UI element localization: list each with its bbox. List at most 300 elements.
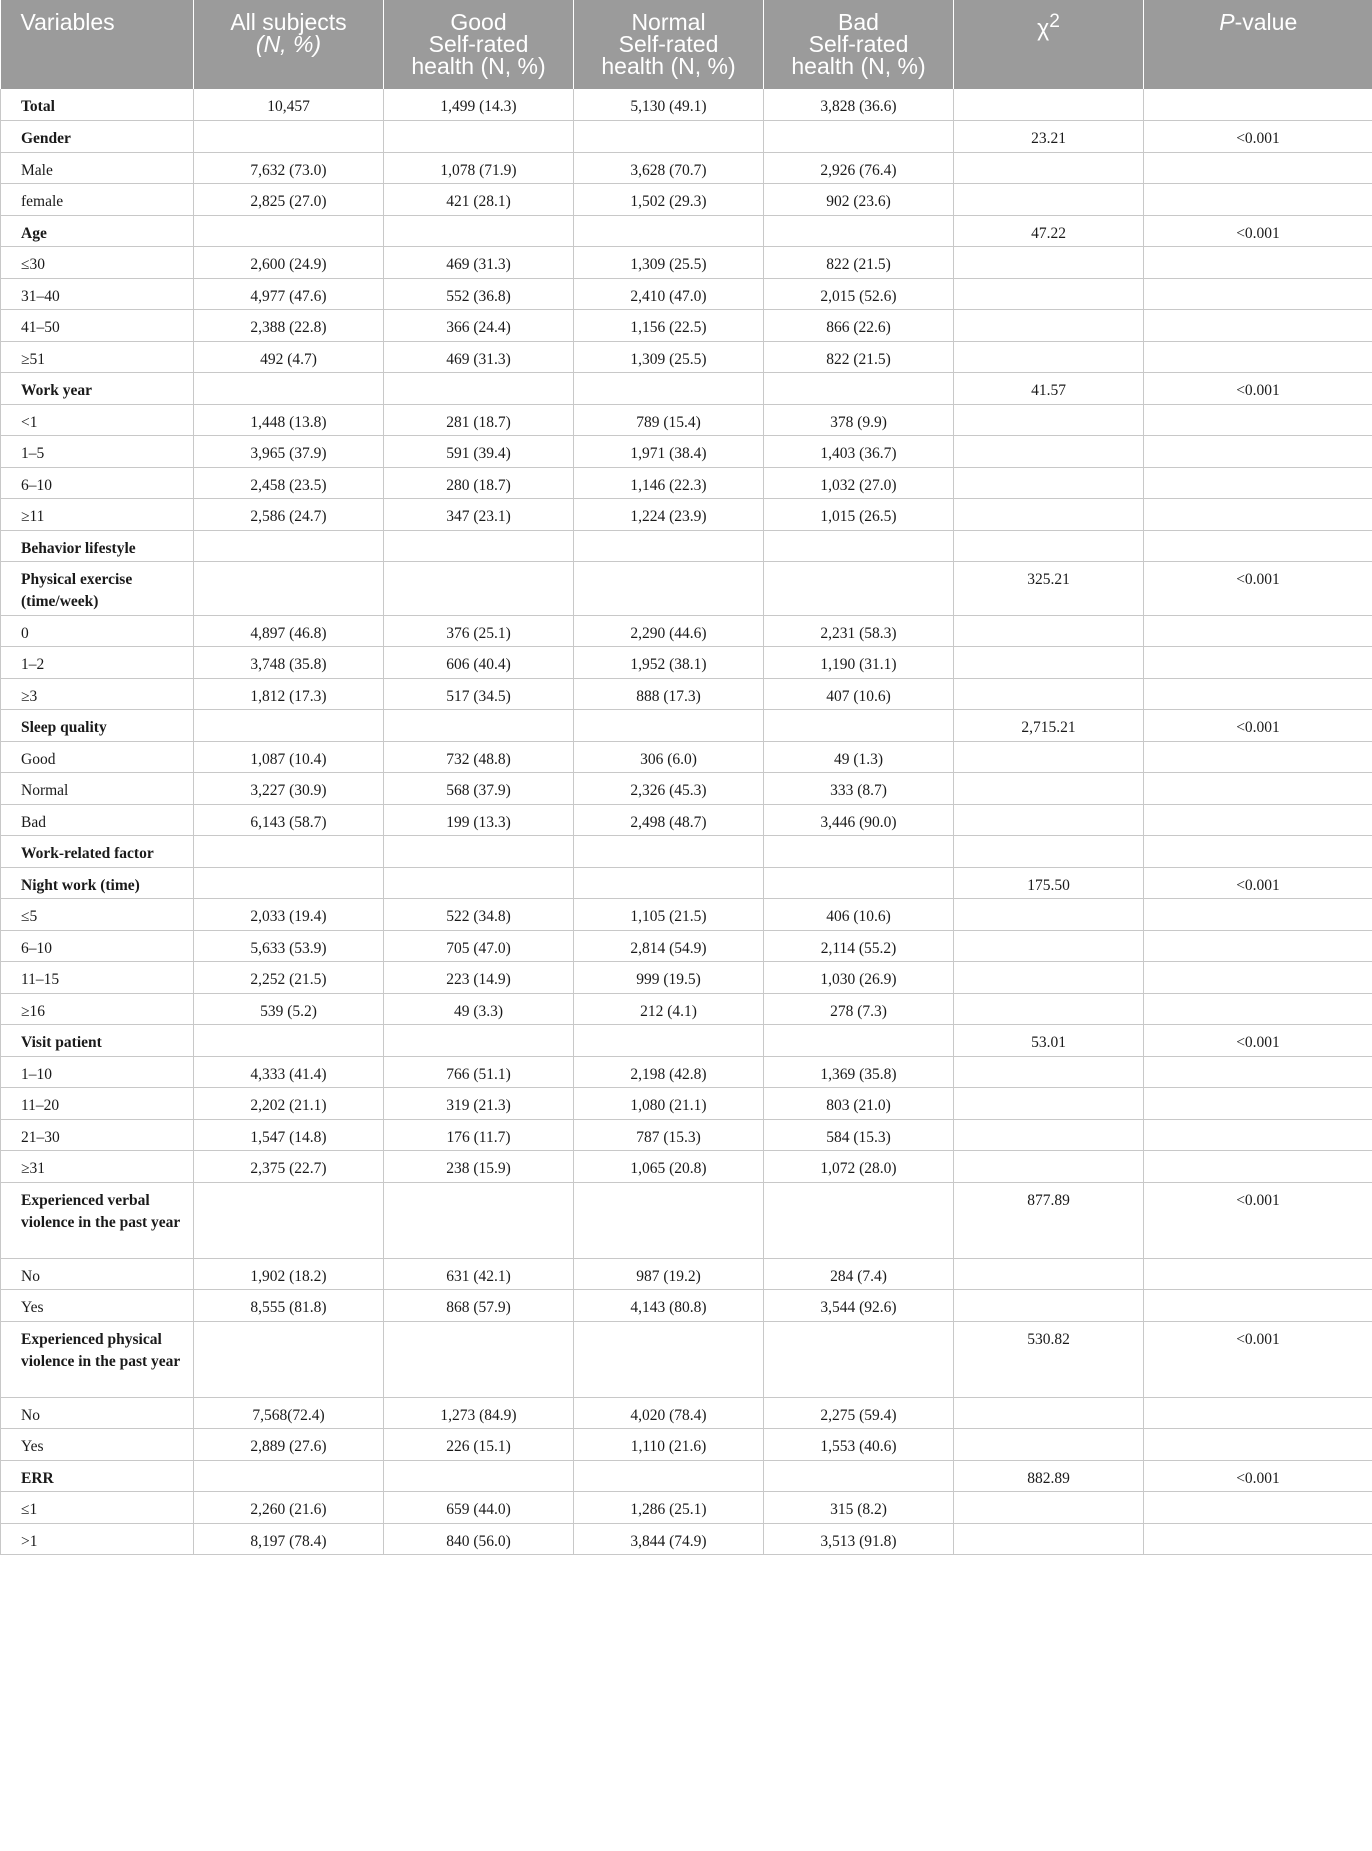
table-row <box>1 1151 1372 1183</box>
variable-cell: 1–5 <box>1 436 194 468</box>
all-subjects-cell: 7,568(72.4) <box>194 1397 384 1429</box>
all-subjects-cell: 5,633 (53.9) <box>194 930 384 962</box>
normal-health-cell: 888 (17.3) <box>574 678 764 710</box>
normal-health-cell: 787 (15.3) <box>574 1119 764 1151</box>
variable-cell: Physical exercise (time/week) <box>1 562 194 616</box>
chi-square-cell <box>954 341 1144 373</box>
all-subjects-cell: 2,202 (21.1) <box>194 1088 384 1120</box>
good-health-cell <box>384 530 574 562</box>
variable-cell: 1–10 <box>1 1056 194 1088</box>
chi-square-cell <box>954 1088 1144 1120</box>
chi-square-cell <box>954 647 1144 679</box>
chi-square-cell <box>954 1056 1144 1088</box>
normal-health-cell: 1,156 (22.5) <box>574 310 764 342</box>
p-value-cell: <0.001 <box>1144 1025 1372 1057</box>
chi-square-cell <box>954 1429 1144 1461</box>
all-subjects-cell: 8,555 (81.8) <box>194 1290 384 1322</box>
variable-cell: Male <box>1 152 194 184</box>
all-subjects-cell: 4,977 (47.6) <box>194 278 384 310</box>
table-row <box>1 1523 1372 1555</box>
p-value-cell <box>1144 404 1372 436</box>
all-subjects-cell: 4,897 (46.8) <box>194 615 384 647</box>
chi-square-cell <box>954 404 1144 436</box>
variable-cell: ≥31 <box>1 1151 194 1183</box>
good-health-cell <box>384 121 574 153</box>
chi-square-cell <box>954 1258 1144 1290</box>
normal-health-cell: 4,020 (78.4) <box>574 1397 764 1429</box>
good-health-cell: 1,273 (84.9) <box>384 1397 574 1429</box>
all-subjects-cell <box>194 1460 384 1492</box>
normal-health-cell: 1,952 (38.1) <box>574 647 764 679</box>
all-subjects-cell: 2,388 (22.8) <box>194 310 384 342</box>
chi-square-cell <box>954 247 1144 279</box>
good-health-cell <box>384 710 574 742</box>
bad-health-cell: 378 (9.9) <box>764 404 954 436</box>
good-health-cell <box>384 1182 574 1258</box>
good-health-cell: 469 (31.3) <box>384 341 574 373</box>
good-health-cell: 49 (3.3) <box>384 993 574 1025</box>
chi-square-cell <box>954 899 1144 931</box>
header-variables: Variables <box>1 0 194 89</box>
p-value-cell <box>1144 615 1372 647</box>
chi-square-cell <box>954 1290 1144 1322</box>
p-value-cell <box>1144 1397 1372 1429</box>
p-value-cell <box>1144 152 1372 184</box>
variable-cell: Good <box>1 741 194 773</box>
normal-health-cell: 789 (15.4) <box>574 404 764 436</box>
category-row <box>1 121 1372 153</box>
table-row <box>1 1492 1372 1524</box>
all-subjects-cell: 2,260 (21.6) <box>194 1492 384 1524</box>
all-subjects-cell <box>194 1025 384 1057</box>
good-health-cell <box>384 836 574 868</box>
variable-cell: 21–30 <box>1 1119 194 1151</box>
table-row <box>1 1119 1372 1151</box>
category-row <box>1 710 1372 742</box>
normal-health-cell: 3,844 (74.9) <box>574 1523 764 1555</box>
normal-health-cell <box>574 215 764 247</box>
p-value-cell <box>1144 1151 1372 1183</box>
normal-health-cell: 1,146 (22.3) <box>574 467 764 499</box>
p-value-cell: <0.001 <box>1144 121 1372 153</box>
p-value-cell <box>1144 741 1372 773</box>
p-value-cell <box>1144 993 1372 1025</box>
bad-health-cell: 1,032 (27.0) <box>764 467 954 499</box>
all-subjects-cell: 2,033 (19.4) <box>194 899 384 931</box>
normal-health-cell <box>574 530 764 562</box>
variable-cell: Behavior lifestyle <box>1 530 194 562</box>
all-subjects-cell: 2,889 (27.6) <box>194 1429 384 1461</box>
good-health-cell: 226 (15.1) <box>384 1429 574 1461</box>
bad-health-cell <box>764 1321 954 1397</box>
variable-cell: Normal <box>1 773 194 805</box>
normal-health-cell: 5,130 (49.1) <box>574 89 764 121</box>
p-value-cell <box>1144 1056 1372 1088</box>
variable-cell: ≤1 <box>1 1492 194 1524</box>
good-health-cell: 1,499 (14.3) <box>384 89 574 121</box>
table-body <box>1 89 1372 1555</box>
normal-health-cell <box>574 121 764 153</box>
table-row <box>1 1088 1372 1120</box>
normal-health-cell: 2,498 (48.7) <box>574 804 764 836</box>
p-value-cell: <0.001 <box>1144 373 1372 405</box>
p-value-cell <box>1144 647 1372 679</box>
chi-square-cell: 53.01 <box>954 1025 1144 1057</box>
variable-cell: ≥51 <box>1 341 194 373</box>
good-health-cell: 319 (21.3) <box>384 1088 574 1120</box>
p-value-cell <box>1144 962 1372 994</box>
p-value-cell <box>1144 499 1372 531</box>
variable-cell: Age <box>1 215 194 247</box>
good-health-cell: 606 (40.4) <box>384 647 574 679</box>
all-subjects-cell: 1,547 (14.8) <box>194 1119 384 1151</box>
good-health-cell: 280 (18.7) <box>384 467 574 499</box>
category-row <box>1 836 1372 868</box>
p-value-cell <box>1144 804 1372 836</box>
p-value-cell: <0.001 <box>1144 1182 1372 1258</box>
good-health-cell: 376 (25.1) <box>384 615 574 647</box>
category-row <box>1 530 1372 562</box>
good-health-cell: 517 (34.5) <box>384 678 574 710</box>
all-subjects-cell: 1,902 (18.2) <box>194 1258 384 1290</box>
all-subjects-cell: 1,812 (17.3) <box>194 678 384 710</box>
chi-square-cell <box>954 184 1144 216</box>
good-health-cell: 552 (36.8) <box>384 278 574 310</box>
variable-cell: No <box>1 1258 194 1290</box>
chi-square-cell: 882.89 <box>954 1460 1144 1492</box>
p-value-cell <box>1144 436 1372 468</box>
all-subjects-cell: 3,227 (30.9) <box>194 773 384 805</box>
chi-square-cell <box>954 89 1144 121</box>
bad-health-cell <box>764 1460 954 1492</box>
normal-health-cell <box>574 836 764 868</box>
chi-square-cell: 41.57 <box>954 373 1144 405</box>
p-value-cell <box>1144 773 1372 805</box>
variable-cell: Work year <box>1 373 194 405</box>
normal-health-cell: 1,309 (25.5) <box>574 247 764 279</box>
table-row <box>1 341 1372 373</box>
variable-cell: 0 <box>1 615 194 647</box>
good-health-cell: 732 (48.8) <box>384 741 574 773</box>
category-row <box>1 215 1372 247</box>
bad-health-cell: 3,446 (90.0) <box>764 804 954 836</box>
table-row <box>1 310 1372 342</box>
table-row <box>1 678 1372 710</box>
variable-cell: Total <box>1 89 194 121</box>
p-value-cell <box>1144 1429 1372 1461</box>
good-health-cell: 176 (11.7) <box>384 1119 574 1151</box>
good-health-cell: 840 (56.0) <box>384 1523 574 1555</box>
bad-health-cell: 1,015 (26.5) <box>764 499 954 531</box>
all-subjects-cell <box>194 121 384 153</box>
chi-square-cell <box>954 499 1144 531</box>
p-value-cell <box>1144 1290 1372 1322</box>
table-row <box>1 993 1372 1025</box>
all-subjects-cell <box>194 373 384 405</box>
normal-health-cell: 2,814 (54.9) <box>574 930 764 962</box>
category-row <box>1 373 1372 405</box>
variable-cell: 11–15 <box>1 962 194 994</box>
good-health-cell: 223 (14.9) <box>384 962 574 994</box>
all-subjects-cell <box>194 710 384 742</box>
good-health-cell: 591 (39.4) <box>384 436 574 468</box>
variable-cell: <1 <box>1 404 194 436</box>
chi-square-cell <box>954 152 1144 184</box>
chi-square-cell: 325.21 <box>954 562 1144 616</box>
bad-health-cell: 49 (1.3) <box>764 741 954 773</box>
bad-health-cell: 1,403 (36.7) <box>764 436 954 468</box>
table-row <box>1 647 1372 679</box>
table-row <box>1 467 1372 499</box>
bad-health-cell: 1,190 (31.1) <box>764 647 954 679</box>
table-row <box>1 278 1372 310</box>
table-row <box>1 1397 1372 1429</box>
chi-square-cell: 47.22 <box>954 215 1144 247</box>
variable-cell: ≤5 <box>1 899 194 931</box>
good-health-cell: 705 (47.0) <box>384 930 574 962</box>
good-health-cell: 238 (15.9) <box>384 1151 574 1183</box>
chi-square-cell <box>954 1523 1144 1555</box>
p-value-cell <box>1144 341 1372 373</box>
variable-cell: Experienced physical violence in the past year <box>1 1321 194 1397</box>
bad-health-cell <box>764 836 954 868</box>
bad-health-cell: 2,926 (76.4) <box>764 152 954 184</box>
bad-health-cell <box>764 215 954 247</box>
category-row <box>1 562 1372 616</box>
table-row <box>1 1290 1372 1322</box>
header-chi-square: $\chi^2$ <box>954 0 1144 89</box>
p-value-cell <box>1144 678 1372 710</box>
variable-cell: 6–10 <box>1 467 194 499</box>
good-health-cell: 1,078 (71.9) <box>384 152 574 184</box>
p-value-cell <box>1144 310 1372 342</box>
good-health-cell: 631 (42.1) <box>384 1258 574 1290</box>
all-subjects-cell: 1,448 (13.8) <box>194 404 384 436</box>
chi-square-cell <box>954 1397 1144 1429</box>
all-subjects-cell: 3,965 (37.9) <box>194 436 384 468</box>
all-subjects-cell: 2,825 (27.0) <box>194 184 384 216</box>
variable-cell: ≥11 <box>1 499 194 531</box>
category-row <box>1 867 1372 899</box>
chi-square-cell <box>954 1492 1144 1524</box>
good-health-cell <box>384 867 574 899</box>
category-row <box>1 1460 1372 1492</box>
bad-health-cell: 1,369 (35.8) <box>764 1056 954 1088</box>
chi-square-cell <box>954 804 1144 836</box>
chi-square-cell <box>954 993 1144 1025</box>
all-subjects-cell: 2,375 (22.7) <box>194 1151 384 1183</box>
bad-health-cell: 1,030 (26.9) <box>764 962 954 994</box>
bad-health-cell: 584 (15.3) <box>764 1119 954 1151</box>
all-subjects-cell <box>194 1321 384 1397</box>
bad-health-cell: 406 (10.6) <box>764 899 954 931</box>
good-health-cell: 281 (18.7) <box>384 404 574 436</box>
table-row <box>1 741 1372 773</box>
variable-cell: Gender <box>1 121 194 153</box>
good-health-cell: 421 (28.1) <box>384 184 574 216</box>
all-subjects-cell: 2,252 (21.5) <box>194 962 384 994</box>
header-p-value: P-value <box>1144 0 1372 89</box>
all-subjects-cell: 10,457 <box>194 89 384 121</box>
normal-health-cell: 1,224 (23.9) <box>574 499 764 531</box>
normal-health-cell <box>574 373 764 405</box>
all-subjects-cell: 539 (5.2) <box>194 993 384 1025</box>
good-health-cell: 659 (44.0) <box>384 1492 574 1524</box>
p-value-cell: <0.001 <box>1144 1460 1372 1492</box>
normal-health-cell: 2,290 (44.6) <box>574 615 764 647</box>
chi-square-cell <box>954 930 1144 962</box>
bad-health-cell <box>764 373 954 405</box>
p-value-cell <box>1144 1258 1372 1290</box>
good-health-cell <box>384 1321 574 1397</box>
p-value-cell <box>1144 899 1372 931</box>
table-row <box>1 247 1372 279</box>
normal-health-cell <box>574 1460 764 1492</box>
normal-health-cell <box>574 1321 764 1397</box>
chi-square-cell <box>954 741 1144 773</box>
table-row <box>1 152 1372 184</box>
bad-health-cell: 2,114 (55.2) <box>764 930 954 962</box>
normal-health-cell: 1,286 (25.1) <box>574 1492 764 1524</box>
bad-health-cell <box>764 1182 954 1258</box>
variable-cell: Yes <box>1 1429 194 1461</box>
normal-health-cell: 2,198 (42.8) <box>574 1056 764 1088</box>
all-subjects-cell: 1,087 (10.4) <box>194 741 384 773</box>
bad-health-cell <box>764 710 954 742</box>
table-row <box>1 499 1372 531</box>
p-value-cell <box>1144 278 1372 310</box>
p-value-cell <box>1144 530 1372 562</box>
chi-square-cell <box>954 530 1144 562</box>
normal-health-cell: 4,143 (80.8) <box>574 1290 764 1322</box>
normal-health-cell: 2,410 (47.0) <box>574 278 764 310</box>
bad-health-cell: 278 (7.3) <box>764 993 954 1025</box>
bad-health-cell: 2,275 (59.4) <box>764 1397 954 1429</box>
header-normal: Normal Self-rated health (N, %) <box>574 0 764 89</box>
normal-health-cell: 987 (19.2) <box>574 1258 764 1290</box>
normal-health-cell <box>574 1025 764 1057</box>
good-health-cell: 766 (51.1) <box>384 1056 574 1088</box>
all-subjects-cell <box>194 867 384 899</box>
chi-square-cell <box>954 1151 1144 1183</box>
good-health-cell: 522 (34.8) <box>384 899 574 931</box>
chi-square-cell: 877.89 <box>954 1182 1144 1258</box>
table-header <box>1 0 1372 89</box>
header-all-subjects: All subjects (N, %) <box>194 0 384 89</box>
good-health-cell: 347 (23.1) <box>384 499 574 531</box>
category-row <box>1 1025 1372 1057</box>
p-value-cell <box>1144 467 1372 499</box>
bad-health-cell: 2,231 (58.3) <box>764 615 954 647</box>
p-value-cell <box>1144 930 1372 962</box>
chi-square-cell: 23.21 <box>954 121 1144 153</box>
all-subjects-cell: 492 (4.7) <box>194 341 384 373</box>
chi-square-cell <box>954 615 1144 647</box>
normal-health-cell: 1,309 (25.5) <box>574 341 764 373</box>
chi-square-cell <box>954 1119 1144 1151</box>
all-subjects-cell: 2,600 (24.9) <box>194 247 384 279</box>
variable-cell: ≥16 <box>1 993 194 1025</box>
chi-square-cell <box>954 467 1144 499</box>
chi-square-cell <box>954 310 1144 342</box>
bad-health-cell <box>764 562 954 616</box>
normal-health-cell: 3,628 (70.7) <box>574 152 764 184</box>
table-row <box>1 773 1372 805</box>
p-value-cell <box>1144 89 1372 121</box>
normal-health-cell <box>574 562 764 616</box>
chi-square-cell <box>954 836 1144 868</box>
variable-cell: 6–10 <box>1 930 194 962</box>
normal-health-cell: 1,105 (21.5) <box>574 899 764 931</box>
bad-health-cell: 866 (22.6) <box>764 310 954 342</box>
chi-square-cell <box>954 962 1144 994</box>
table-row <box>1 1429 1372 1461</box>
all-subjects-cell: 7,632 (73.0) <box>194 152 384 184</box>
bad-health-cell: 1,072 (28.0) <box>764 1151 954 1183</box>
variable-cell: Bad <box>1 804 194 836</box>
p-value-cell <box>1144 1492 1372 1524</box>
all-subjects-cell: 6,143 (58.7) <box>194 804 384 836</box>
normal-health-cell: 1,502 (29.3) <box>574 184 764 216</box>
normal-health-cell: 2,326 (45.3) <box>574 773 764 805</box>
bad-health-cell: 3,828 (36.6) <box>764 89 954 121</box>
chi-square-cell <box>954 278 1144 310</box>
bad-health-cell: 3,513 (91.8) <box>764 1523 954 1555</box>
category-row <box>1 1321 1372 1397</box>
table-row <box>1 930 1372 962</box>
good-health-cell: 199 (13.3) <box>384 804 574 836</box>
bad-health-cell: 407 (10.6) <box>764 678 954 710</box>
header-good: Good Self-rated health (N, %) <box>384 0 574 89</box>
bad-health-cell: 822 (21.5) <box>764 341 954 373</box>
bad-health-cell <box>764 867 954 899</box>
normal-health-cell: 1,971 (38.4) <box>574 436 764 468</box>
normal-health-cell <box>574 1182 764 1258</box>
variable-cell: female <box>1 184 194 216</box>
normal-health-cell <box>574 710 764 742</box>
table-row <box>1 404 1372 436</box>
table-row <box>1 615 1372 647</box>
all-subjects-cell: 2,586 (24.7) <box>194 499 384 531</box>
all-subjects-cell <box>194 562 384 616</box>
bad-health-cell: 803 (21.0) <box>764 1088 954 1120</box>
bad-health-cell: 822 (21.5) <box>764 247 954 279</box>
table-row <box>1 184 1372 216</box>
bad-health-cell: 2,015 (52.6) <box>764 278 954 310</box>
chi-square-cell <box>954 773 1144 805</box>
good-health-cell <box>384 373 574 405</box>
all-subjects-cell <box>194 215 384 247</box>
variable-cell: 1–2 <box>1 647 194 679</box>
all-subjects-cell: 8,197 (78.4) <box>194 1523 384 1555</box>
good-health-cell <box>384 215 574 247</box>
bad-health-cell: 1,553 (40.6) <box>764 1429 954 1461</box>
p-value-cell <box>1144 1119 1372 1151</box>
good-health-cell: 868 (57.9) <box>384 1290 574 1322</box>
header-bad: Bad Self-rated health (N, %) <box>764 0 954 89</box>
p-value-cell <box>1144 1523 1372 1555</box>
table-row <box>1 436 1372 468</box>
good-health-cell <box>384 1025 574 1057</box>
normal-health-cell: 212 (4.1) <box>574 993 764 1025</box>
all-subjects-cell: 3,748 (35.8) <box>194 647 384 679</box>
chi-square-cell <box>954 678 1144 710</box>
good-health-cell: 366 (24.4) <box>384 310 574 342</box>
table-row <box>1 962 1372 994</box>
variable-cell: 41–50 <box>1 310 194 342</box>
p-value-cell: <0.001 <box>1144 710 1372 742</box>
all-subjects-cell: 4,333 (41.4) <box>194 1056 384 1088</box>
